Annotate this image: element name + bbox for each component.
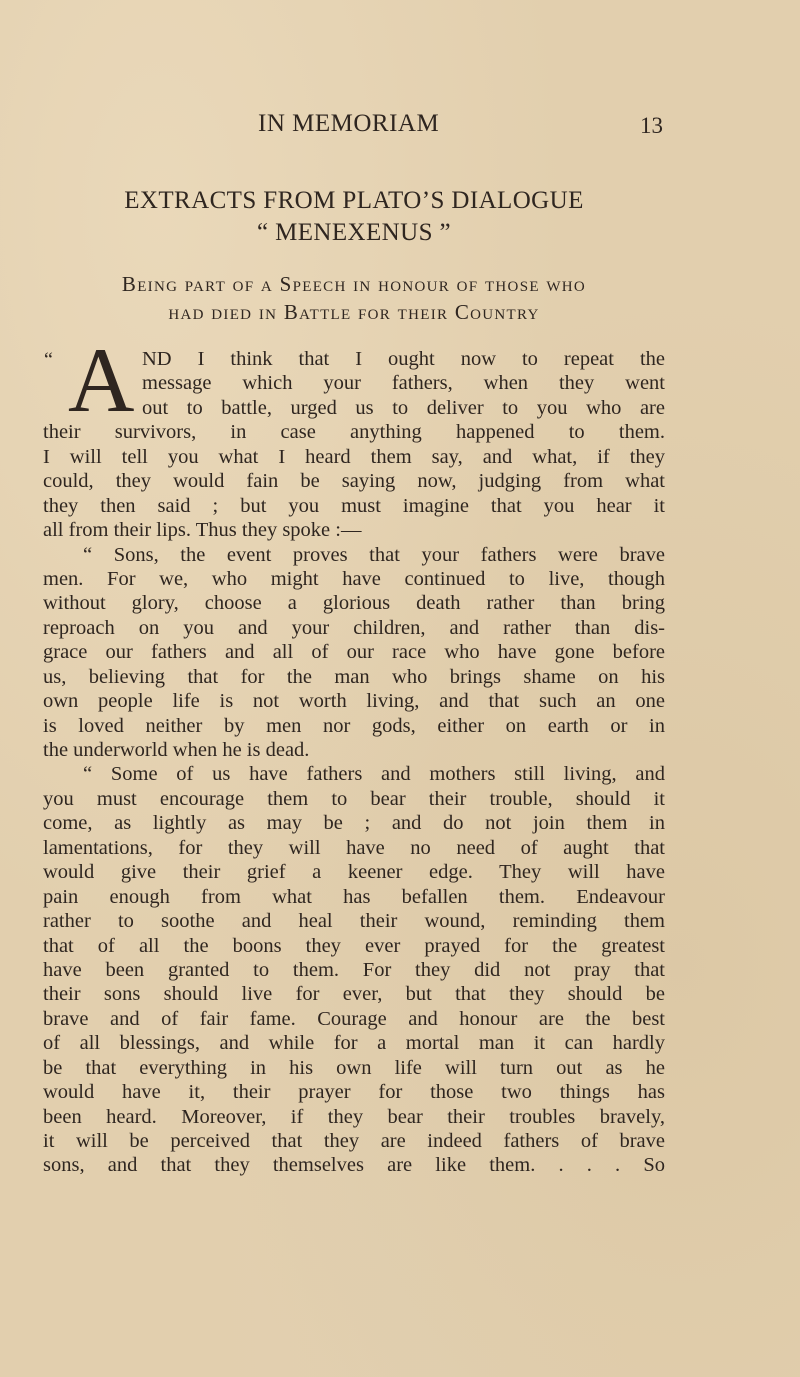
text-line: would give their grief a keener edge. They will have <box>43 861 665 884</box>
text-line: have been granted to them. For they did not pray that <box>43 958 665 981</box>
text-line: brave and of fair fame. Courage and honour are the best <box>43 1007 665 1030</box>
text-line: without glory, choose a glorious death rather than bring <box>43 592 665 615</box>
text-line: their survivors, in case anything happened to them. <box>43 421 665 444</box>
text-line: I will tell you what I heard them say, and what, if they <box>43 445 665 468</box>
title-line-2: “ MENEXENUS ” <box>256 219 452 246</box>
text-line: sons, and that they themselves are like them. . . . So <box>43 1154 665 1177</box>
text-line: could, they would fain be saying now, judging from what <box>43 470 665 493</box>
text-line: pain enough from what has befallen them. Endeavour <box>43 885 665 908</box>
text-line: reproach on you and your children, and rather than dis- <box>43 616 665 639</box>
text-line: message which your fathers, when they went <box>142 372 665 395</box>
section-subtitle <box>43 270 665 326</box>
subtitle-line-2: had died in Battle for their Country <box>168 300 540 324</box>
text-line: the underworld when he is dead. <box>43 739 310 761</box>
text-line: would have it, their prayer for those two things has <box>43 1081 665 1104</box>
text-line: is loved neither by men nor gods, either on earth or in <box>43 714 665 737</box>
opening-quote-mark: “ <box>44 349 53 371</box>
text-line: lamentations, for they will have no need of aught that <box>43 836 665 859</box>
text-line: been heard. Moreover, if they bear their troubles bravely, <box>43 1105 665 1128</box>
section-title <box>43 185 665 249</box>
paragraph-start-line: “ Some of us have fathers and mothers still living, and <box>83 763 665 786</box>
text-line: you must encourage them to bear their trouble, should it <box>43 787 665 810</box>
text-line: it will be perceived that they are indeed fathers of brave <box>43 1130 665 1152</box>
text-line: us, believing that for the man who brings shame on his <box>43 665 665 688</box>
text-line: grace our fathers and all of our race who have gone before <box>43 641 665 664</box>
subtitle-line-1: Being part of a Speech in honour of those who <box>121 272 587 296</box>
title-line-1: EXTRACTS FROM PLATO’S DIALOGUE <box>124 187 584 214</box>
text-line: out to battle, urged us to deliver to you who are <box>142 396 665 419</box>
text-line: come, as lightly as may be ; and do not join them in <box>43 812 665 835</box>
text-line: men. For we, who might have continued to live, though <box>43 567 665 590</box>
paragraph-start-line: “ Sons, the event proves that your fathers were brave <box>83 543 665 566</box>
text-line: their sons should live for ever, but that they should be <box>43 983 665 1006</box>
text-line: own people life is not worth living, and that such an one <box>43 690 665 713</box>
text-line: ND I think that I ought now to repeat the <box>142 348 665 370</box>
text-line: be that everything in his own life will turn out as he <box>43 1056 665 1079</box>
running-head <box>0 110 800 138</box>
body-text <box>43 347 665 1178</box>
text-line: all from their lips. Thus they spoke :— <box>43 519 362 542</box>
text-line: of all blessings, and while for a mortal man it can hardly <box>43 1032 665 1055</box>
text-line: that of all the boons they ever prayed for the greatest <box>43 934 665 957</box>
text-line: rather to soothe and heal their wound, reminding them <box>43 910 665 933</box>
drop-cap: A <box>68 340 135 414</box>
text-line: they then said ; but you must imagine that you hear it <box>43 494 665 517</box>
page-number: 13 <box>640 113 663 138</box>
running-title: IN MEMORIAM <box>258 110 440 137</box>
